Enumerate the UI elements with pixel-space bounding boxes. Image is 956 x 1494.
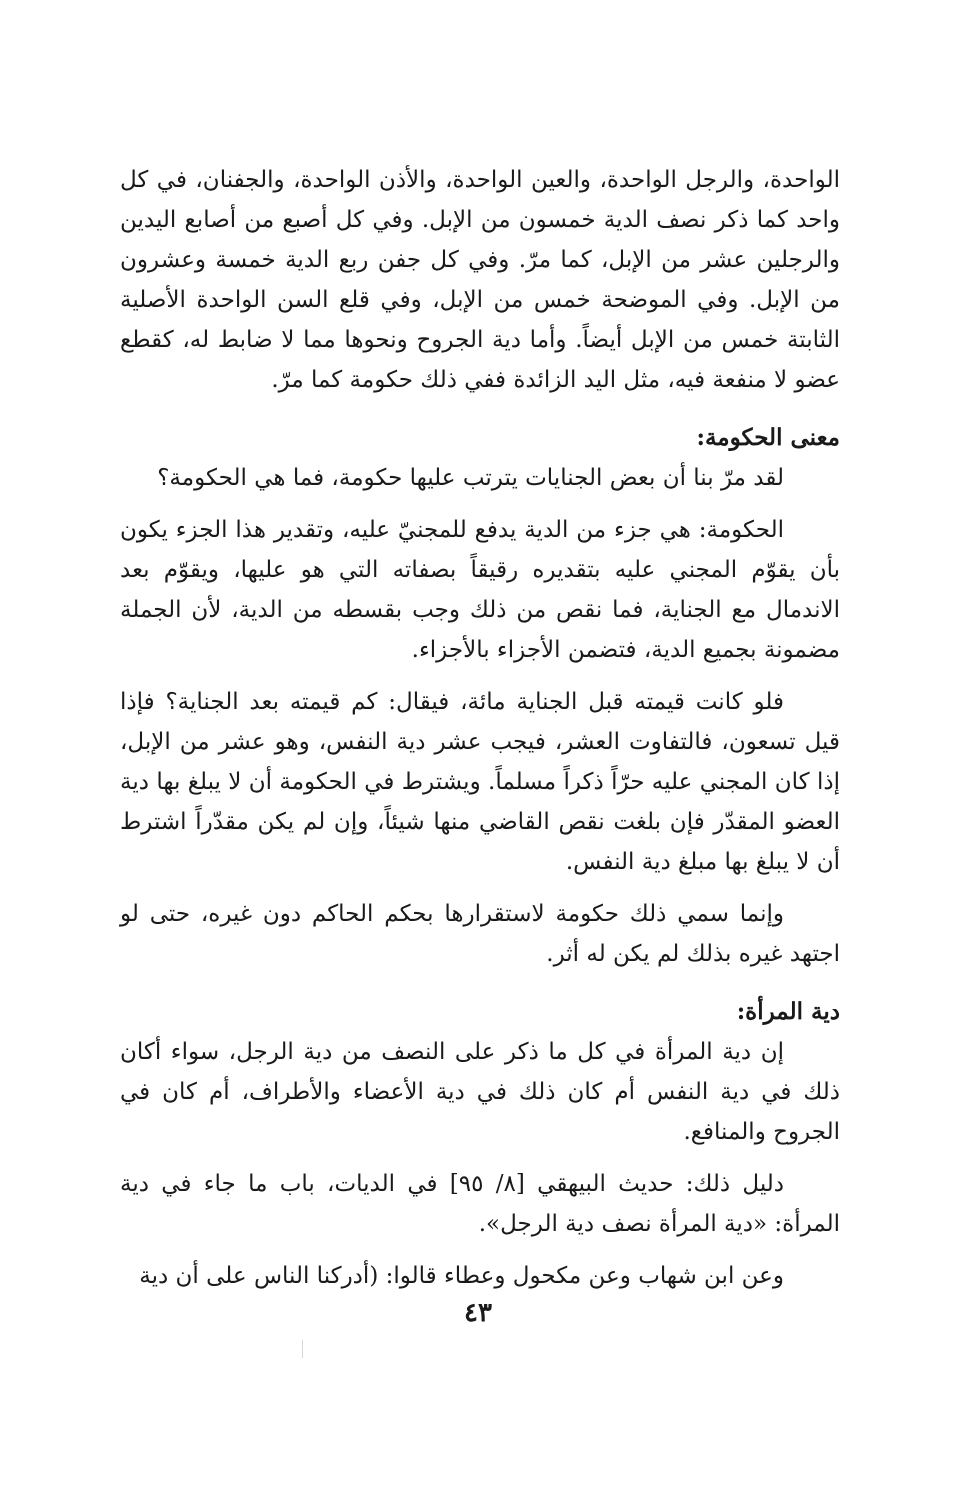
paragraph-diya-of-organs: الواحدة، والرجل الواحدة، والعين الواحدة، والأذن الواحدة، والجفنان، في كل واحد كما ذكر نصف الدية خمسون من الإبل. وفي كل أصبع من أصابع اليدين والرجلين عشر من الإبل، كما مرّ. وفي كل جفن ربع الدية خمسة وعشرون من الإبل. وفي الموضحة خمس من الإبل، وفي قلع السن الواحدة الأصلية الثابتة خمس من الإبل أيضاً. وأما دية الجروح ونحوها مما لا ضابط له، كقطع عضو لا منفعة فيه، مثل اليد الزائدة ففي ذلك حكومة كما مرّ. xyxy=(120,167,840,393)
paragraph-hukuma-definition: الحكومة: هي جزء من الدية يدفع للمجنيّ عليه، وتقدير هذا الجزء يكون بأن يقوّم المجني عليه بتقديره رقيقاً بصفاته التي هو عليها، ويقوّم بعد الاندمال مع الجناية، فما نقص من ذلك وجب بقسطه من الدية، لأن الجملة مضمونة بجميع الدية، فتضمن الأجزاء بالأجزاء. xyxy=(120,517,840,663)
paragraph-ibn-shihab-report: وعن ابن شهاب وعن مكحول وعطاء قالوا: (أدركنا الناس على أن دية xyxy=(139,1263,784,1289)
heading-meaning-of-hukuma: معنى الحكومة: xyxy=(696,424,840,451)
paragraph-evidence-bayhaqi: دليل ذلك: حديث البيهقي [٨/ ٩٥] في الديات، باب ما جاء في دية المرأة: «دية المرأة نصف دية الرجل». xyxy=(120,1171,840,1237)
paragraph-hukuma-example: فلو كانت قيمته قبل الجناية مائة، فيقال: كم قيمته بعد الجناية؟ فإذا قيل تسعون، فالتفاوت العشر، فيجب عشر دية النفس، وهو عشر من الإبل، إذا كان المجني عليه حرّاً ذكراً مسلماً. ويشترط في الحكومة أن لا يبلغ بها دية العضو المقدّر فإن بلغت نقص القاضي منها شيئاً، وإن لم يكن مقدّراً اشترط أن لا يبلغ بها مبلغ دية النفس. xyxy=(120,689,840,875)
heading-diya-of-woman: دية المرأة: xyxy=(736,998,840,1025)
paragraph-woman-diya-half: إن دية المرأة في كل ما ذكر على النصف من دية الرجل، سواء أكان ذلك في دية النفس أم كان ذلك في دية الأعضاء والأطراف، أم كان في الجروح والمنافع. xyxy=(120,1039,840,1145)
page-body xyxy=(120,160,840,1296)
page-number: ٤٣ xyxy=(464,1298,492,1328)
paragraph-hukuma-question: لقد مرّ بنا أن بعض الجنايات يترتب عليها حكومة، فما هي الحكومة؟ xyxy=(157,465,784,491)
scan-mark xyxy=(302,1340,303,1358)
paragraph-hukuma-naming: وإنما سمي ذلك حكومة لاستقرارها بحكم الحاكم دون غيره، حتى لو اجتهد غيره بذلك لم يكن له أثر. xyxy=(120,901,840,967)
